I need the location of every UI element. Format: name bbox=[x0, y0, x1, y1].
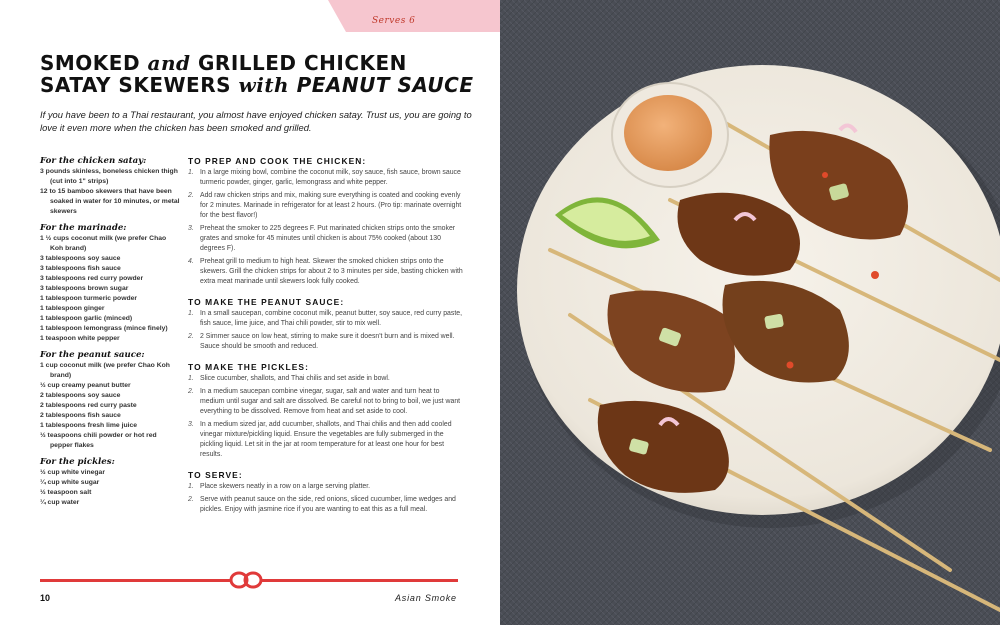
step-number: 2. bbox=[188, 496, 194, 503]
serves-label: Serves 6 bbox=[372, 16, 416, 26]
title-part: and bbox=[147, 51, 191, 75]
page-number: 10 bbox=[40, 593, 51, 603]
step-number: 2. bbox=[188, 192, 194, 199]
step-item bbox=[188, 482, 464, 492]
ingredient-item: 1 cup coconut milk (we prefer Chao Koh brand) bbox=[40, 362, 170, 379]
title-part: GRILLED CHICKEN SATAY SKEWERS bbox=[40, 51, 407, 97]
ingredient-item: ½ teaspoons chili powder or hot red pepper flakes bbox=[40, 432, 157, 449]
step-item bbox=[188, 224, 464, 254]
title-part: with bbox=[238, 73, 290, 97]
rope-knot-icon bbox=[226, 568, 266, 592]
step-text: Slice cucumber, shallots, and Thai chilis and set aside in bowl. bbox=[200, 375, 390, 382]
step-item bbox=[188, 495, 464, 515]
step-number: 4. bbox=[188, 258, 194, 265]
ingredient-item: ½ teaspoon salt bbox=[40, 489, 92, 496]
ingredient-item: 3 tablespoons brown sugar bbox=[40, 285, 129, 292]
step-text: In a small saucepan, combine coconut milk, peanut butter, soy sauce, red curry paste, fish sauce, lime juice, and Thai chili powder, stir to mix well. bbox=[200, 310, 462, 327]
step-text: Preheat the smoker to 225 degrees F. Put marinated chicken strips onto the smoker grates and smoke for 45 minutes until chicken is about 75% cooked (about 130 degrees F). bbox=[200, 225, 456, 252]
serves-tab-ribbon bbox=[0, 0, 500, 32]
ingredient-item: 1 teaspoon white pepper bbox=[40, 335, 120, 342]
step-text: 2 Simmer sauce on low heat, stirring to make sure it doesn't burn and is mixed well. Sauce should be smooth and reduced. bbox=[200, 333, 455, 350]
title-part: SMOKED bbox=[40, 51, 141, 75]
step-number: 3. bbox=[188, 225, 194, 232]
steps-section-pickles bbox=[188, 362, 464, 460]
step-item bbox=[188, 374, 464, 384]
step-text: Serve with peanut sauce on the side, red onions, sliced cucumber, lime wedges and pickles. Enjoy with jasmine rice if you are wanting to eat this as a full meal. bbox=[200, 496, 456, 513]
section-heading: TO PREP AND COOK THE CHICKEN: bbox=[188, 156, 367, 166]
step-item bbox=[188, 168, 464, 188]
step-item bbox=[188, 387, 464, 417]
steps-column bbox=[188, 156, 464, 525]
step-number: 1. bbox=[188, 310, 194, 317]
ingredient-heading: For the chicken satay: bbox=[40, 156, 147, 166]
ingredient-item: 2 tablespoons fish sauce bbox=[40, 412, 121, 419]
ingredient-item: 3 tablespoons soy sauce bbox=[40, 255, 121, 262]
ingredients-column bbox=[40, 154, 180, 508]
step-item bbox=[188, 332, 464, 352]
step-number: 1. bbox=[188, 375, 194, 382]
step-number: 1. bbox=[188, 169, 194, 176]
book-title: Asian Smoke bbox=[395, 593, 457, 603]
ingredient-item: 1 tablespoon garlic (minced) bbox=[40, 315, 133, 322]
step-text: In a medium sized jar, add cucumber, shallots, and Thai chilis and then add cooled vinegar mixture/pickling liquid. Ensure the vegetables are fully submerged in the pickling liquid. Let sit in the jar at room temperature for at least one hour for best results. bbox=[200, 421, 452, 458]
ingredient-item: 3 tablespoons fish sauce bbox=[40, 265, 121, 272]
ingredient-item: 3 pounds skinless, boneless chicken thigh (cut into 1" strips) bbox=[40, 168, 178, 185]
step-item bbox=[188, 257, 464, 287]
step-text: Preheat grill to medium to high heat. Skewer the smoked chicken strips onto the skewers. Grill the chicken strips for about 2 to 3 minutes per side, basting chicken with extra meat marinade until skewers look fully cooked. bbox=[200, 258, 463, 285]
ingredient-heading: For the pickles: bbox=[40, 457, 115, 467]
step-item bbox=[188, 420, 464, 460]
recipe-intro: If you have been to a Thai restaurant, you almost have enjoyed chicken satay. Trust us, you are going to love it even more when the chicken has been smoked and grilled. bbox=[40, 109, 472, 133]
step-number: 3. bbox=[188, 421, 194, 428]
section-heading: TO SERVE: bbox=[188, 470, 243, 480]
ingredient-item: 1 tablespoons fresh lime juice bbox=[40, 422, 138, 429]
step-item bbox=[188, 191, 464, 221]
step-text: Place skewers neatly in a row on a large serving platter. bbox=[200, 483, 371, 490]
step-text: In a large mixing bowl, combine the coconut milk, soy sauce, fish sauce, brown sauce turmeric powder, ginger, garlic, lemongrass and white pepper. bbox=[200, 169, 461, 186]
ingredient-item: 1 tablespoon turmeric powder bbox=[40, 295, 138, 302]
ingredient-item: ½ cup creamy peanut butter bbox=[40, 382, 131, 389]
step-text: Add raw chicken strips and mix, making sure everything is coated and cooking evenly for 2 minutes. Marinade in refrigerator for at least 2 hours. (Pro tip: marinate overnight for the best flavor!) bbox=[200, 192, 462, 219]
ingredient-item: 2 tablespoons soy sauce bbox=[40, 392, 121, 399]
step-item bbox=[188, 309, 464, 329]
step-number: 2. bbox=[188, 333, 194, 340]
peanut-sauce-bowl bbox=[612, 83, 728, 187]
section-heading: TO MAKE THE PICKLES: bbox=[188, 362, 309, 372]
ingredient-heading: For the marinade: bbox=[40, 223, 127, 233]
ingredient-item: 12 to 15 bamboo skewers that have been soaked in water for 10 minutes, or metal skewers bbox=[40, 188, 180, 215]
food-photo-page bbox=[500, 0, 1000, 625]
step-text: In a medium saucepan combine vinegar, sugar, salt and water and turn heat to medium until sugar and salt are dissolved. Be careful not to bring to boil, we just want everything to be dissolved. Remove from heat and set aside to cool. bbox=[200, 388, 461, 415]
recipe-title bbox=[40, 52, 480, 96]
ingredient-item: ¼ cup white sugar bbox=[40, 479, 100, 486]
steps-section-serve bbox=[188, 470, 464, 515]
ingredient-item: 1 ½ cups coconut milk (we prefer Chao Koh brand) bbox=[40, 235, 167, 252]
steps-section-prep bbox=[188, 156, 464, 287]
section-heading: TO MAKE THE PEANUT SAUCE: bbox=[188, 297, 345, 307]
ingredient-item: ¼ cup water bbox=[40, 499, 80, 506]
ingredient-item: 3 tablespoons red curry powder bbox=[40, 275, 144, 282]
steps-section-sauce bbox=[188, 297, 464, 352]
ingredient-item: ½ cup white vinegar bbox=[40, 469, 105, 476]
ingredient-item: 1 tablespoon lemongrass (mince finely) bbox=[40, 325, 168, 332]
ingredient-item: 1 tablespoon ginger bbox=[40, 305, 105, 312]
ingredient-item: 2 tablespoons red curry paste bbox=[40, 402, 137, 409]
ingredient-heading: For the peanut sauce: bbox=[40, 350, 145, 360]
satay-photo bbox=[500, 0, 1000, 625]
step-number: 1. bbox=[188, 483, 194, 490]
step-number: 2. bbox=[188, 388, 194, 395]
title-part: PEANUT SAUCE bbox=[296, 73, 474, 97]
